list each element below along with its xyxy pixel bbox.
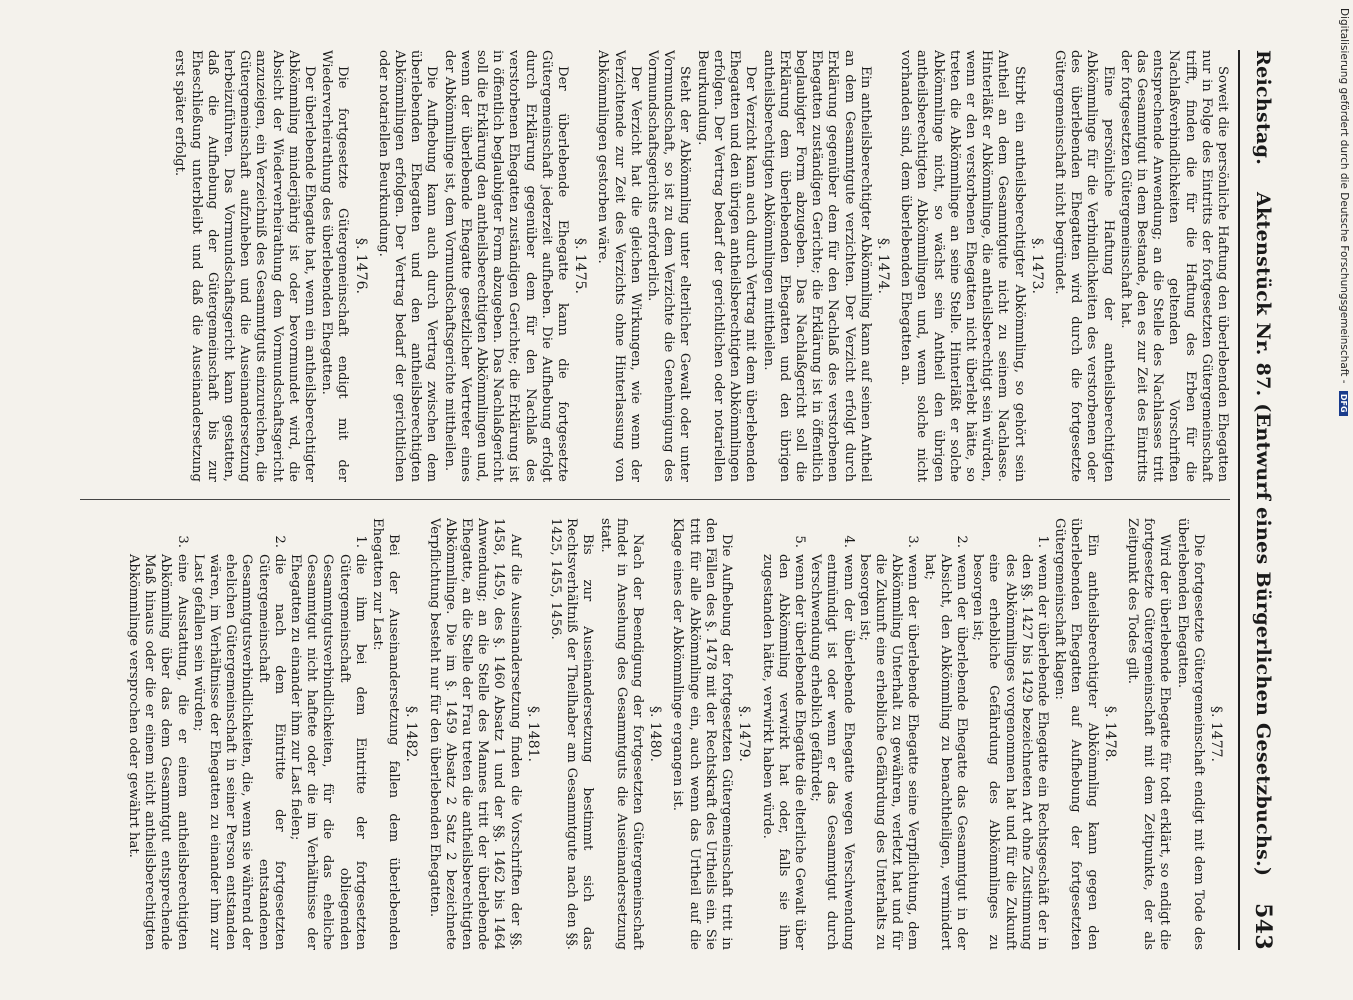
header-title: Aktenstück Nr. 87. (Entwurf eines Bürgerlichen Gesetzbuchs.) [1252, 191, 1274, 877]
list-number: 3. [905, 535, 921, 548]
paragraph: Der überlebende Ehegatte kann die fortgesetzte Gütergemeinschaft jederzeit aufheben. Die Aufhebung erfolgt durch Erklärung gegenüber dem für den Nachlaß des verstorbenen Ehegatten zuständigen Gerichte; die Erklärung ist in öffentlich beglaubigter Form abzugeben. Das Nachlaßgericht soll die Erklärung den antheilsberechtigten Abkömmlingen und, wenn der überlebende Ehegatte gesetzlicher Vertreter eines der Abkömmlinge ist, dem Vormundschaftsgerichte mittheilen. [441, 50, 571, 482]
paragraph: Der Verzicht hat die gleichen Wirkungen, wie wenn der Verzichtende zur Zeit des Verzichts ohne Hinterlassung von Abkömmlingen gestorben wäre. [595, 50, 643, 482]
list-text: wenn der überlebende Ehegatte die elterliche Gewalt über den Abkömmling verwirkt hat oder, falls sie ihm zugestanden hätte, verwirkt haben würde. [759, 554, 807, 950]
paragraph: Bei der Auseinandersetzung fallen dem überlebenden Ehegatten zur Last: [370, 518, 402, 950]
paragraph: Steht der Abkömmling unter elterlicher Gewalt oder unter Vormundschaft, so ist zu dem Verzichte die Genehmigung des Vormundschaftsgerichts erforderlich. [645, 50, 693, 482]
list-number: 5. [791, 535, 807, 548]
paragraph: Eine persönliche Haftung der antheilsberechtigten Abkömmlinge für die Verbindlichkeiten des verstorbenen oder des überlebenden Ehegatten wird durch die fortgesetzte Gütergemeinschaft nicht begründet. [1051, 50, 1116, 482]
list-item [807, 518, 856, 950]
header-left: Reichstag. [1252, 50, 1274, 166]
section-heading: §. 1473. [1028, 238, 1045, 294]
list-number: 1. [352, 535, 368, 548]
list-item [856, 518, 921, 950]
list-text: die ihm bei dem Eintritte der fortgesetzten Gütergemeinschaft obliegenden Gesammtgutsverbindlichkeiten, für die das eheliche Gesammtgut nicht haftete oder die im Verhältnisse der Ehegatten zu einander ihm zur Last fielen; [288, 554, 368, 950]
list-text: wenn der überlebende Ehegatte wegen Verschwendung entmündigt ist oder wenn er das Gesammtgut durch Verschwendung erheblich gefährdet; [808, 554, 856, 950]
list-item [920, 518, 969, 950]
paragraph: Stirbt ein antheilsberechtigter Abkömmling, so gehört sein Antheil an dem Gesammtgute nicht zu seinem Nachlasse. Hinterläßt er Abkömmlinge, die antheilsberechtigt sein würden, wenn er den verstorbenen Ehegatten nicht überlebt hätte, so treten die Abkömmlinge an seine Stelle. Hinterläßt er solche Abkömmlinge nicht, so wächst sein Antheil den übrigen antheilsberechtigten Abkömmlingen und, wenn solche nicht vorhanden sind, dem überlebenden Ehegatten an. [898, 50, 1027, 482]
paragraph: Der Verzicht kann auch durch Vertrag mit dem überlebenden Ehegatten und den übrigen antheilsberechtigten Abkömmlingen erfolgen. Der Vertrag bedarf der gerichtlichen oder notariellen Beurkundung. [694, 50, 759, 482]
list-text: wenn der überlebende Ehegatte das Gesammtgut in der Absicht, den Abkömmling zu benachtheiligen, vermindert hat; [921, 554, 969, 950]
section-heading: §. 1474. [874, 238, 891, 294]
section-heading: §. 1479. [736, 706, 753, 762]
list-item [758, 518, 807, 950]
list-number: 3. [174, 535, 190, 548]
list-item [287, 518, 368, 950]
paragraph: Ein antheilsberechtigter Abkömmling kann gegen den überlebenden Ehegatten auf Aufhebung der fortgesetzten Gütergemeinschaft klagen: [1052, 518, 1100, 950]
list-number: 2. [271, 535, 287, 548]
section-heading: §. 1481. [524, 706, 541, 762]
column-divider [80, 499, 1230, 500]
list-text: eine Ausstattung, die er einem antheilsberechtigten Abkömmling über das dem Gesammtgut entsprechende Maß hinaus oder die er einem nicht antheilsberechtigten Abkömmlinge versprochen oder gewährt hat. [126, 554, 190, 950]
paragraph: Die fortgesetzte Gütergemeinschaft endigt mit dem Tode des überlebenden Ehegatten. [1174, 518, 1206, 950]
paragraph: Wird der überlebende Ehegatte für todt erklärt, so endigt die fortgesetzte Gütergemeinschaft mit dem Zeitpunkte, der als Zeitpunkt des Todes gilt. [1124, 518, 1173, 950]
paragraph: Die Aufhebung kann auch durch Vertrag zwischen dem überlebenden Ehegatten und den antheilsberechtigten Abkömmlingen erfolgen. Der Vertrag bedarf der gerichtlichen oder notariellen Beurkundung. [375, 50, 440, 482]
paragraph: Die fortgesetzte Gütergemeinschaft endigt mit der Wiederverheirathung des überlebenden Ehegatten. [319, 50, 351, 482]
section-heading: §. 1480. [647, 706, 664, 762]
dfg-logo: DFG [1339, 391, 1348, 416]
paragraph: Der überlebende Ehegatte hat, wenn ein antheilsberechtigter Abkömmling minderjährig ist oder bevormundet wird, die Absicht der Wiederverheirathung dem Vormundschaftsgericht anzuzeigen, ein Verzeichniß des Gesammtguts einzureichen, die Gütergemeinschaft aufzuheben und die Auseinandersetzung herbeizuführen. Das Vormundschaftsgericht kann gestatten, daß die Aufhebung der Gütergemeinschaft bis zur Eheschließung unterbleibt und daß die Auseinandersetzung erst später erfolgt. [172, 50, 318, 482]
list-number: 4. [840, 535, 856, 548]
document-page [66, 50, 1286, 950]
paragraph: Nach der Beendigung der fortgesetzten Gütergemeinschaft findet in Ansehung des Gesammtguts die Auseinandersetzung statt. [597, 518, 646, 950]
section-heading: §. 1482. [403, 706, 420, 762]
section-heading: §. 1477. [1208, 706, 1224, 762]
list-number: 2. [953, 535, 969, 548]
paragraph: Ein antheilsberechtigter Abkömmling kann auf seinen Antheil an dem Gesammtgute verzichten. Der Verzicht erfolgt durch Erklärung gegenüber dem für den Nachlaß des verstorbenen Ehegatten zuständigen Gerichte; die Erklärung ist in öffentlich beglaubigter Form abzugeben. Das Nachlaßgericht soll die Erklärung dem überlebenden Ehegatten und den übrigen antheilsberechtigten Abkömmlingen mittheilen. [760, 50, 873, 482]
list-text: die nach dem Eintritte der fortgesetzten Gütergemeinschaft entstandenen Gesammtgutsverbindlichkeiten, die, wenn sie während der ehelichen Gütergemeinschaft in seiner Person entstanden wären, im Verhältnisse der Ehegatten zu einander ihm zur Last gefallen sein würden; [190, 554, 287, 950]
credit-text: Digitalisierung gefördert durch die Deutsche Forschungsgemeinschaft - [1338, 8, 1350, 384]
list-text: wenn der überlebende Ehegatte seine Verpflichtung, dem Abkömmling Unterhalt zu gewähren, verletzt hat und für die Zukunft eine erhebliche Gefährdung des Unterhalts zu besorgen ist; [856, 554, 921, 950]
left-column [80, 50, 1230, 482]
section-heading: §. 1478. [1101, 706, 1118, 762]
digitization-credit [1336, 8, 1353, 998]
page-header [1238, 50, 1286, 950]
list-item [190, 518, 287, 950]
paragraph: Die Aufhebung der fortgesetzten Gütergemeinschaft tritt in den Fällen des §. 1478 mit der Rechtskraft des Urtheils ein. Sie tritt für alle Abkömmlinge ein, auch wenn das Urtheil auf die Klage eines der Abkömmlinge ergangen ist. [670, 518, 735, 950]
right-column [80, 518, 1230, 950]
list-item [969, 518, 1050, 950]
list-number: 1. [1034, 535, 1050, 548]
paragraph: Auf die Auseinandersetzung finden die Vorschriften der §§. 1458, 1459, des §. 1460 Absatz 1 und der §§. 1462 bis 1464 Anwendung; an die Stelle des Mannes tritt der überlebende Ehegatte, an die Stelle der Frau treten die antheilsberechtigten Abkömmlinge. Die im §. 1459 Absatz 2 Satz 2 bezeichnete Verpflichtung besteht nur für den überlebenden Ehegatten. [426, 518, 523, 950]
paragraph: Soweit die persönliche Haftung den überlebenden Ehegatten nur in Folge des Eintritts der fortgesetzten Gütergemeinschaft trifft, finden die für die Haftung des Erben für die Nachlaßverbindlichkeiten geltenden Vorschriften entsprechende Anwendung; an die Stelle des Nachlasses tritt das Gesammtgut in dem Bestande, den es zur Zeit des Eintritts der fortgesetzten Gütergemeinschaft hat. [1117, 50, 1230, 482]
list-text: wenn der überlebende Ehegatte ein Rechtsgeschäft der in den §§. 1427 bis 1429 bezeichneten Art ohne Zustimmung des Abkömmlinges vorgenommen hat und für die Zukunft eine erhebliche Gefährdung des Abkömmlinges zu besorgen ist; [970, 554, 1050, 950]
list-item [125, 518, 190, 950]
section-heading: §. 1476. [352, 238, 369, 294]
section-heading: §. 1475. [572, 238, 589, 294]
paragraph: Bis zur Auseinandersetzung bestimmt sich das Rechtsverhältniß der Theilhaber am Gesammtgute nach den §§. 1425, 1455, 1456. [548, 518, 596, 950]
page-number: 543 [1250, 903, 1276, 950]
